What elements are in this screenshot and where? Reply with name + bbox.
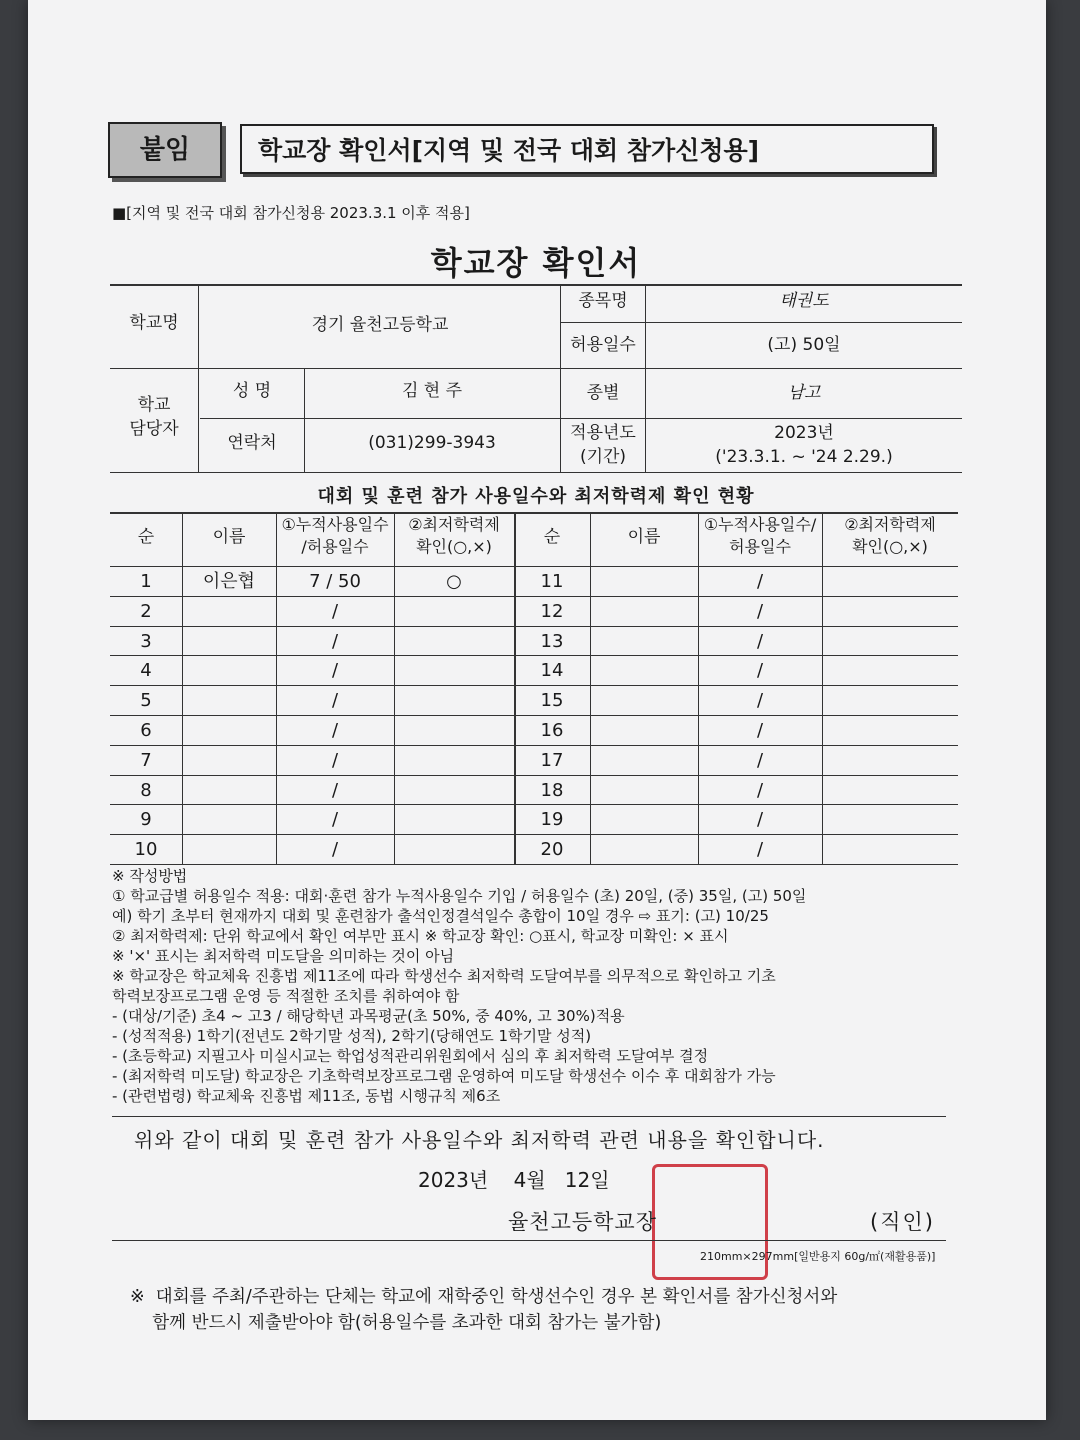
table-cell-days: /	[331, 839, 339, 861]
year-label: 적용년도 (기간)	[570, 423, 636, 467]
table-cell-no2: 19	[540, 809, 564, 831]
table-cell-no2: 17	[540, 749, 564, 771]
usage-table-title: 대회 및 훈련 참가 사용일수와 최저학력제 확인 현황	[317, 486, 755, 507]
table-header-cell: 이름	[212, 527, 246, 547]
table-cell-no2: 15	[540, 690, 564, 712]
table-cell-days: /	[331, 690, 339, 712]
table-row-rule	[110, 715, 958, 716]
school-value: 경기 율천고등학교	[311, 315, 449, 335]
table-row-rule	[110, 775, 958, 776]
table-row-rule	[110, 685, 958, 686]
writing-notes	[112, 866, 952, 1106]
table-cell-no: 7	[140, 749, 152, 771]
table-cell-no2: 14	[540, 660, 564, 682]
note-line: ② 최저학력제: 단위 학교에서 확인 여부만 표시 ※ 학교장 확인: ○표시, 학교장 미확인: × 표시	[112, 927, 729, 945]
gender-value: 남고	[787, 383, 821, 403]
table-cell-days2: /	[756, 720, 764, 741]
note-line: - (최저학력 미도달) 학교장은 기초학력보장프로그램 운영하여 미도달 학생선수 이수 후 대회참가 가능	[112, 1067, 776, 1085]
note-line: ① 학교급별 허용일수 적용: 대회·훈련 참가 누적사용일수 기입 / 허용일수 (초) 20일, (중) 35일, (고) 50일	[112, 887, 807, 905]
table-cell-no: 4	[140, 660, 152, 682]
table-header-cell: 이름	[627, 527, 661, 547]
note-line: ※ '×' 표시는 최저학력 미도달을 의미하는 것이 아님	[112, 947, 455, 965]
seal-mark: (직인)	[870, 1210, 935, 1234]
table-cell-days2: /	[756, 839, 764, 861]
table-cell-days: /	[331, 600, 339, 622]
table-cell-days: /	[331, 749, 339, 771]
table-header-cell: ②최저학력제 확인(○,×)	[844, 515, 936, 557]
table-cell-no2: 13	[540, 630, 564, 652]
school-label: 학교명	[129, 313, 179, 333]
table-cell-no2: 20	[540, 839, 564, 861]
appendix-title: 학교장 확인서[지역 및 전국 대회 참가신청용]	[240, 124, 934, 174]
table-cell-no: 6	[140, 720, 152, 741]
table-row-rule	[110, 834, 958, 835]
note-line: - (대상/기준) 초4 ~ 고3 / 해당학년 과목평균(초 50%, 중 40%, 고 30%)적용	[112, 1007, 625, 1025]
table-header-cell: ①누적사용일수/ 허용일수	[703, 515, 817, 557]
manager-label: 학교 담당자	[129, 395, 179, 439]
table-cell-no: 10	[134, 839, 158, 861]
appendix-tag: 붙임	[108, 122, 222, 178]
table-cell-no: 1	[140, 571, 152, 592]
table-cell-days2: /	[756, 690, 764, 712]
table-cell-no2: 16	[540, 720, 564, 741]
footer-note	[130, 1284, 837, 1336]
document-title: 학교장 확인서	[430, 244, 642, 282]
table-header-cell: ①누적사용일수 /허용일수	[281, 515, 389, 557]
table-row-rule	[110, 655, 958, 656]
table-cell-days2: /	[756, 600, 764, 622]
table-cell-check: ○	[446, 571, 462, 592]
table-header-cell: 순	[137, 527, 155, 547]
confirmation-statement: 위와 같이 대회 및 훈련 참가 사용일수와 최저학력 관련 내용을 확인합니다.	[134, 1128, 825, 1152]
note-line: ※ 학교장은 학교체육 진흥법 제11조에 따라 학생선수 최저학력 도달여부를 의무적으로 확인하고 기초	[112, 967, 776, 985]
table-cell-no: 8	[140, 779, 152, 801]
contact-value: (031)299-3943	[368, 433, 496, 453]
table-col-rule	[182, 512, 183, 864]
days-value: (고) 50일	[767, 335, 841, 355]
name-label: 성 명	[232, 381, 272, 401]
name-value: 김 현 주	[401, 381, 463, 401]
table-row-rule	[110, 745, 958, 746]
sport-label: 종목명	[578, 291, 628, 311]
rule	[198, 284, 199, 368]
school-principal-signature: 율천고등학교장	[508, 1210, 658, 1234]
table-row-rule	[110, 626, 958, 627]
table-cell-days2: /	[756, 630, 764, 652]
days-label: 허용일수	[570, 335, 636, 355]
sport-value: 태권도	[779, 291, 829, 311]
table-cell-days: 7 / 50	[309, 571, 361, 592]
table-cell-name: 이은협	[202, 571, 256, 592]
table-cell-days: /	[331, 720, 339, 741]
note-line: - (초등학교) 지필고사 미실시교는 학업성적관리위원회에서 심의 후 최저학력 도달여부 결정	[112, 1047, 709, 1065]
footer-line: ※ 대회를 주최/주관하는 단체는 학교에 재학중인 학생선수인 경우 본 확인서를 참가신청서와	[130, 1287, 838, 1307]
table-cell-days2: /	[756, 749, 764, 771]
rule	[200, 418, 962, 419]
note-line: - (관련법령) 학교체육 진흥법 제11조, 동법 시행규칙 제6조	[112, 1087, 501, 1105]
table-row-rule	[110, 596, 958, 597]
note-line: - (성적적용) 1학기(전년도 2학기말 성적), 2학기(당해연도 1학기말 성적)	[112, 1027, 592, 1045]
table-cell-no2: 12	[540, 600, 564, 622]
table-cell-no: 3	[140, 630, 152, 652]
appendix-header	[108, 122, 938, 178]
rule	[560, 322, 962, 323]
table-cell-no: 5	[140, 690, 152, 712]
table-cell-days2: /	[756, 660, 764, 682]
table-cell-days: /	[331, 660, 339, 682]
note-line: ※ 작성방법	[112, 867, 188, 885]
form-reference: ■[지역 및 전국 대회 참가신청용 2023.3.1 이후 적용]	[112, 204, 470, 222]
table-col-rule	[590, 512, 591, 864]
table-cell-no2: 18	[540, 779, 564, 801]
table-cell-no: 2	[140, 600, 152, 622]
table-header-rule	[110, 566, 958, 567]
gender-label: 종별	[586, 383, 620, 403]
year-value: 2023년 ('23.3.1. ~ '24 2.29.)	[715, 423, 893, 467]
footer-line: 함께 반드시 제출받아야 함(허용일수를 초과한 대회 참가는 불가함)	[130, 1313, 662, 1333]
table-cell-days2: /	[756, 809, 764, 831]
table-header-cell: ②최저학력제 확인(○,×)	[408, 515, 500, 557]
rule	[110, 472, 962, 473]
table-cell-days2: /	[756, 779, 764, 801]
table-col-rule	[394, 512, 395, 864]
table-header-cell: 순	[543, 527, 561, 547]
table-cell-days: /	[331, 809, 339, 831]
rule	[110, 284, 962, 286]
table-cell-no: 9	[140, 809, 152, 831]
rule	[198, 368, 199, 472]
table-row-rule	[110, 804, 958, 805]
table-cell-no2: 11	[540, 571, 564, 592]
note-line: 예) 학기 초부터 현재까지 대회 및 훈련참가 출석인정결석일수 총합이 10일 경우 ⇨ 표기: (고) 10/25	[112, 907, 769, 925]
table-cell-days: /	[331, 779, 339, 801]
contact-label: 연락처	[227, 433, 277, 453]
rule	[112, 1240, 946, 1241]
issue-date: 2023년 4월 12일	[418, 1168, 610, 1192]
table-cell-days: /	[331, 630, 339, 652]
rule	[112, 1116, 946, 1117]
table-row-rule	[110, 864, 958, 865]
rule	[110, 368, 962, 369]
table-col-rule	[822, 512, 823, 864]
note-line: 학력보장프로그램 운영 등 적절한 조치를 취하여야 함	[112, 987, 460, 1005]
table-cell-days2: /	[756, 571, 764, 592]
paper-spec: 210mm×297mm[일반용지 60g/㎡(재활용품)]	[700, 1250, 936, 1263]
